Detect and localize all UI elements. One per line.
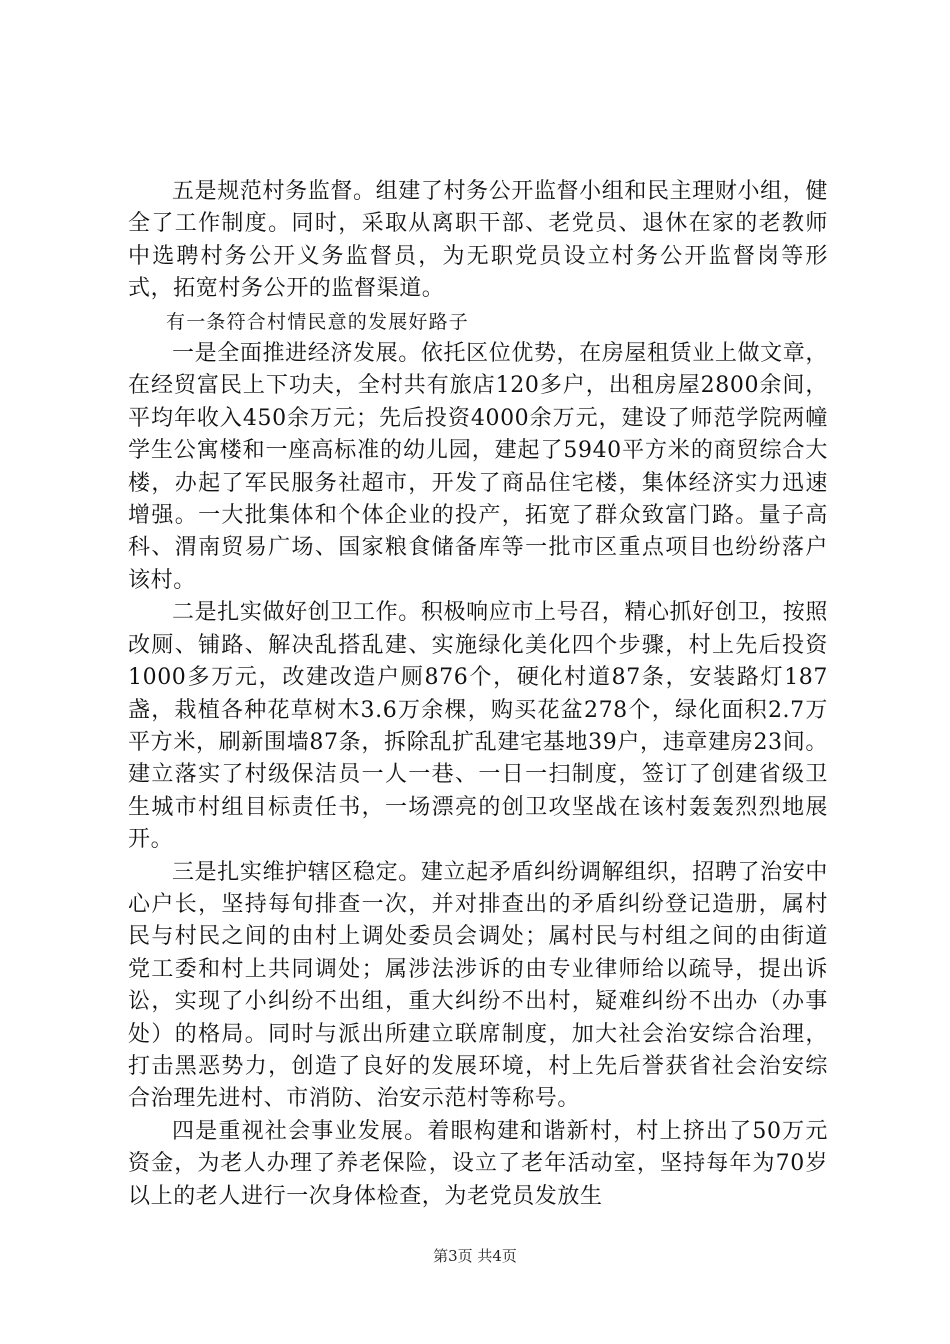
paragraph-sanitation-work: 二是扎实做好创卫工作。积极响应市上号召，精心抓好创卫，按照改厕、铺路、解决乱搭乱建、实施绿化美化四个步骤，村上先后投资1000多万元，改建改造户厕876个，硬化村道87条，安装路灯187盏，栽植各种花草树木3.6万余棵，购买花盆278个，绿化面积2.7万平方米，刷新围墙87条，拆除乱扩乱建宅基地39户，违章建房23间。建立落实了村级保洁员一人一巷、一日一扫制度，签订了创建省级卫生城市村组目标责任书，一场漂亮的创卫攻坚战在该村轰轰烈烈地展开。 xyxy=(128,600,828,853)
page-number-footer: 第3页 共4页 xyxy=(433,1247,517,1265)
section-heading: 有一条符合村情民意的发展好路子 xyxy=(166,310,470,333)
paragraph-village-supervision: 五是规范村务监督。组建了村务公开监督小组和民主理财小组，健全了工作制度。同时，采取从离职干部、老党员、退休在家的老教师中选聘村务公开义务监督员，为无职党员设立村务公开监督岗等形式，拓宽村务公开的监督渠道。 xyxy=(128,179,828,302)
paragraph-social-affairs: 四是重视社会事业发展。着眼构建和谐新村，村上挤出了50万元资金，为老人办理了养老保险，设立了老年活动室，坚持每年为70岁以上的老人进行一次身体检查，为老党员发放生 xyxy=(128,1118,828,1209)
paragraph-economic-development: 一是全面推进经济发展。依托区位优势，在房屋租赁业上做文章，在经贸富民上下功夫，全村共有旅店120多户，出租房屋2800余间，平均年收入450余万元；先后投资4000余万元，建设了师范学院两幢学生公寓楼和一座高标准的幼儿园，建起了5940平方米的商贸综合大楼，办起了军民服务社超市，开发了商品住宅楼，集体经济实力迅速增强。一大批集体和个体企业的投产，拓宽了群众致富门路。量子高科、渭南贸易广场、国家粮食储备库等一批市区重点项目也纷纷落户该村。 xyxy=(128,341,828,593)
paragraph-stability: 三是扎实维护辖区稳定。建立起矛盾纠纷调解组织，招聘了治安中心户长，坚持每旬排查一次，并对排查出的矛盾纠纷登记造册，属村民与村民之间的由村上调处委员会调处；属村民与村组之间的由街道党工委和村上共同调处；属涉法涉诉的由专业律师给以疏导，提出诉讼，实现了小纠纷不出组，重大纠纷不出村，疑难纠纷不出办（办事处）的格局。同时与派出所建立联席制度，加大社会治安综合治理，打击黑恶势力，创造了良好的发展环境，村上先后誉获省社会治安综合治理先进村、市消防、治安示范村等称号。 xyxy=(128,859,828,1112)
document-body xyxy=(128,176,828,1213)
